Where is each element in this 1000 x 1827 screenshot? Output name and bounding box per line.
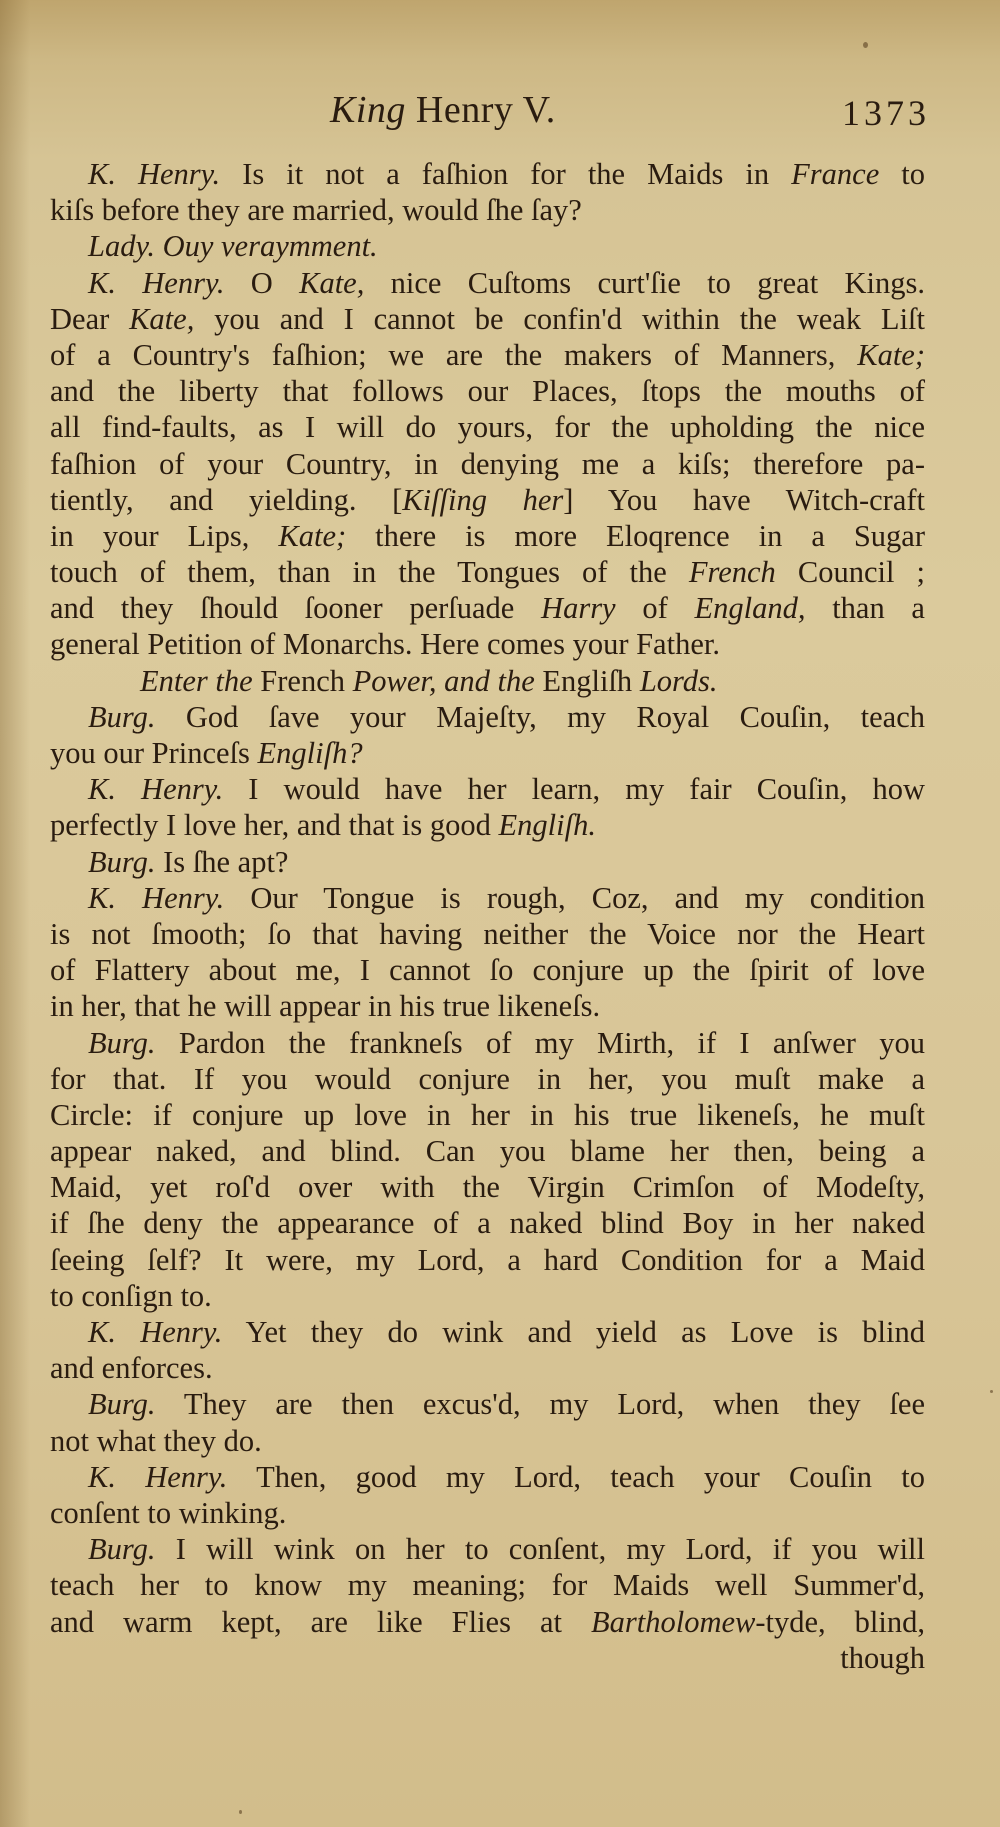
text-line [50,807,925,843]
text-segment: Engliſh [534,663,640,698]
italic-segment: Enter the [140,663,253,698]
italic-segment: France [791,157,880,191]
text-line [50,1350,925,1386]
italic-segment: Burg. [88,844,156,879]
text-line [50,156,925,192]
text-segment: for that. If you would conjure in her, you muſt make a [50,1061,925,1096]
text-segment: Is ſhe apt? [155,844,289,879]
italic-segment: K. Henry. [88,265,225,300]
italic-segment: Engliſh? [257,736,363,770]
italic-segment: Power, and the [352,663,535,698]
italic-segment: Kate; [278,518,347,553]
running-title [330,88,556,132]
text-line [50,590,925,626]
text-segment: and the liberty that follows our Places, ſtops the mouths of [50,374,925,409]
text-segment: kiſs before they are married, would ſhe ſay? [50,193,582,228]
italic-segment: K. Henry. [88,772,224,807]
text-line [50,1314,925,1350]
text-segment: in your Lips, [50,518,279,553]
text-line [50,1604,925,1640]
text-segment: O [224,265,300,300]
text-line [50,1242,925,1278]
text-line [50,735,925,771]
text-segment: you our Princeſs [50,736,258,770]
running-title-italic: King [330,89,406,131]
text-segment: of a Country's faſhion; we are the makers of Manners, [50,337,858,372]
italic-segment: K. Henry. [88,157,221,191]
text-segment: teach her to know my meaning; for Maids well Summer'd, [50,1568,925,1603]
text-segment: Is it not a faſhion for the Maids in [220,157,792,191]
text-line [50,265,925,301]
text-segment: Then, good my Lord, teach your Couſin to [227,1459,925,1494]
text-line [50,844,925,880]
text-line [50,1205,925,1241]
italic-segment: K. Henry. [88,880,225,915]
running-title-roman: Henry V. [415,89,556,131]
italic-segment: Burg. [88,699,156,734]
text-line [50,409,925,445]
text-segment: if ſhe deny the appearance of a naked blind Boy in her naked [50,1206,925,1241]
italic-segment: Engliſh. [498,808,596,843]
text-line [50,699,925,735]
text-segment: not what they do. [50,1423,262,1458]
text-line [50,301,925,337]
text-line [50,1278,925,1314]
text-line [50,1061,925,1097]
text-segment: perfectly I love her, and that is good [50,808,499,843]
text-segment: ] You have Witch-craft [563,482,926,517]
text-segment: to conſign to. [50,1278,212,1313]
text-line [50,952,925,988]
text-segment: is not ſmooth; ſo that having neither the Voice nor the Heart [50,916,925,951]
text-line [50,988,925,1024]
italic-segment: Burg. [88,1387,156,1422]
text-line [50,518,925,554]
page-number: 1373 [842,93,930,133]
text-line [50,1025,925,1061]
text-segment: Circle: if conjure up love in her in his true likeneſs, he muſt [50,1097,925,1132]
text-segment: Yet they do wink and yield as Love is blind [222,1315,925,1349]
text-segment: nice Cuſtoms curt'ſie to great Kings. [364,265,925,300]
text-line [50,554,925,590]
text-line [50,1169,925,1205]
text-line [50,626,925,662]
text-line [50,1531,925,1567]
text-line [50,192,925,228]
italic-segment: French [688,555,776,590]
text-line [50,1133,925,1169]
italic-segment: K. Henry. [88,1315,223,1349]
text-segment: and warm kept, are like Flies at [50,1604,591,1639]
italic-segment: England, [694,591,806,626]
text-line [50,1386,925,1422]
text-segment: you and I cannot be confin'd within the weak Liſt [194,301,925,336]
text-line [50,1459,925,1495]
catchword: though [840,1640,925,1675]
text-line [50,1097,925,1133]
text-line [50,1567,925,1603]
italic-segment: Kate; [857,337,925,372]
text-segment: general Petition of Monarchs. Here comes your Father. [50,627,720,662]
text-segment: Council ; [775,555,925,590]
text-segment: Pardon the frankneſs of my Mirth, if I anſwer you [155,1025,925,1060]
text-line [50,880,925,916]
text-segment: than a [805,591,925,626]
text-segment: in her, that he will appear in his true likeneſs. [50,989,601,1024]
text-line [50,373,925,409]
italic-segment: Bartholomew [591,1604,756,1639]
text-segment: I would have her learn, my fair Couſin, how [223,772,925,807]
text-segment: I will wink on her to conſent, my Lord, if you will [155,1532,925,1567]
text-line [50,228,925,264]
text-segment: tiently, and yielding. [ [50,482,403,517]
text-segment: -tyde, blind, [755,1604,925,1639]
text-line [50,1495,925,1531]
text-line [50,771,925,807]
italic-segment: Kate, [299,265,365,300]
text-segment: of [615,591,695,626]
running-header [0,88,1000,138]
text-segment: ſeeing ſelf? It were, my Lord, a hard Condition for a Maid [50,1242,925,1277]
text-segment: touch of them, than in the Tongues of the [50,555,689,590]
text-line [50,1423,925,1459]
text-segment: French [252,663,353,698]
text-segment: faſhion of your Country, in denying me a kiſs; therefore pa- [50,446,925,481]
text-line [50,916,925,952]
text-segment: Dear [50,301,130,336]
text-line [50,337,925,373]
italic-segment: K. Henry. [88,1459,228,1494]
italic-segment: Burg. [88,1025,156,1060]
italic-segment: Kate, [129,301,195,336]
text-segment: conſent to winking. [50,1495,287,1530]
italic-segment: Kiſſing her [402,482,564,517]
italic-segment: Lady. Ouy veraymment. [88,229,378,264]
italic-segment: Lords. [639,663,718,698]
text-segment: and they ſhould ſooner perſuade [50,591,542,626]
text-line [50,663,925,699]
text-segment: all find-faults, as I will do yours, for the upholding the nice [50,410,925,445]
text-segment: Our Tongue is rough, Coz, and my condition [224,880,925,915]
text-line [50,446,925,482]
text-line [50,482,925,518]
text-segment: They are then excus'd, my Lord, when they ſee [155,1387,925,1422]
text-segment: of Flattery about me, I cannot ſo conjure up the ſpirit of love [50,953,925,988]
text-segment: God ſave your Majeſty, my Royal Couſin, teach [155,699,925,734]
text-segment: Maid, yet roſ'd over with the Virgin Crimſon of Modeſty, [50,1170,925,1205]
text-segment: appear naked, and blind. Can you blame her then, being a [50,1134,925,1169]
italic-segment: Burg. [88,1532,156,1567]
text-segment: there is more Eloqrence in a Sugar [346,518,925,553]
italic-segment: Harry [541,591,616,626]
play-text [50,156,925,1676]
text-segment: and enforces. [50,1351,213,1386]
text-segment: to [879,157,925,191]
